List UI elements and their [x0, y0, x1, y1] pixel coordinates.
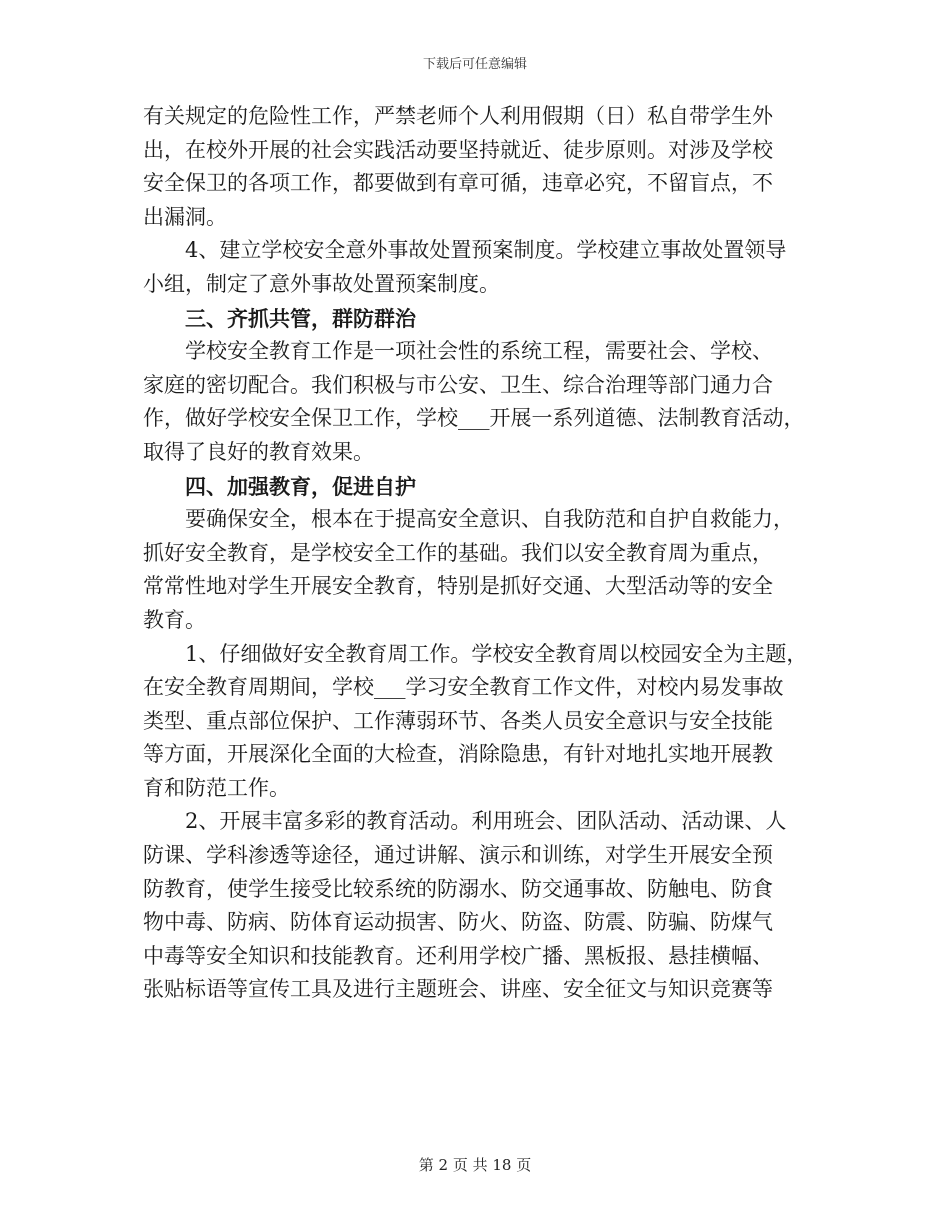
- page-number-footer: 第 2 页 共 18 页: [418, 1156, 532, 1174]
- paragraph-line: 张贴标语等宣传工具及进行主题班会、讲座、安全征文与知识竞赛等: [143, 977, 773, 1002]
- paragraph-line: 在安全教育周期间，学校___学习安全教育工作文件，对校内易发事故: [143, 675, 784, 700]
- paragraph-line: 2、开展丰富多彩的教育活动。利用班会、团队活动、活动课、人: [185, 809, 787, 834]
- paragraph-line: 防教育，使学生接受比较系统的防溺水、防交通事故、防触电、防食: [143, 876, 773, 901]
- paragraph-line: 安全保卫的各项工作，都要做到有章可循，违章必究，不留盲点，不: [143, 171, 773, 196]
- page-header: 下载后可任意编辑: [422, 57, 527, 72]
- paragraph-line: 学校安全教育工作是一项社会性的系统工程，需要社会、学校、: [185, 339, 773, 364]
- paragraph-line: 取得了良好的教育效果。: [143, 439, 374, 464]
- section-heading: 四、加强教育，促进自护: [185, 473, 416, 499]
- paragraph-line: 出，在校外开展的社会实践活动要坚持就近、徒步原则。对涉及学校: [143, 137, 773, 162]
- paragraph-line: 作，做好学校安全保卫工作，学校___开展一系列道德、法制教育活动，: [143, 406, 805, 431]
- paragraph-line: 中毒等安全知识和技能教育。还利用学校广播、黑板报、悬挂横幅、: [143, 943, 773, 968]
- paragraph-line: 抓好安全教育，是学校安全工作的基础。我们以安全教育周为重点，: [143, 540, 773, 565]
- paragraph-line: 教育。: [143, 607, 206, 632]
- paragraph-line: 家庭的密切配合。我们积极与市公安、卫生、综合治理等部门通力合: [143, 372, 773, 397]
- paragraph-line: 1、仔细做好安全教育周工作。学校安全教育周以校园安全为主题，: [185, 641, 808, 666]
- document-body: [143, 100, 808, 1007]
- paragraph-line: 有关规定的危险性工作，严禁老师个人利用假期（日）私自带学生外: [143, 104, 773, 128]
- paragraph-line: 物中毒、防病、防体育运动损害、防火、防盗、防震、防骗、防煤气: [143, 910, 773, 935]
- paragraph-line: 常常性地对学生开展安全教育，特别是抓好交通、大型活动等的安全: [143, 574, 773, 599]
- paragraph-line: 出漏洞。: [143, 204, 227, 229]
- paragraph-line: 防课、学科渗透等途径，通过讲解、演示和训练，对学生开展安全预: [143, 843, 773, 868]
- paragraph-line: 育和防范工作。: [143, 775, 290, 800]
- paragraph-line: 小组，制定了意外事故处置预案制度。: [143, 271, 500, 296]
- section-heading: 三、齐抓共管，群防群治: [185, 305, 416, 331]
- paragraph-line: 等方面，开展深化全面的大检查，消除隐患，有针对地扎实地开展教: [143, 742, 773, 767]
- paragraph-line: 要确保安全，根本在于提高安全意识、自我防范和自护自救能力，: [185, 507, 794, 532]
- paragraph-line: 4、建立学校安全意外事故处置预案制度。学校建立事故处置领导: [185, 238, 787, 263]
- paragraph-line: 类型、重点部位保护、工作薄弱环节、各类人员安全意识与安全技能: [143, 708, 773, 733]
